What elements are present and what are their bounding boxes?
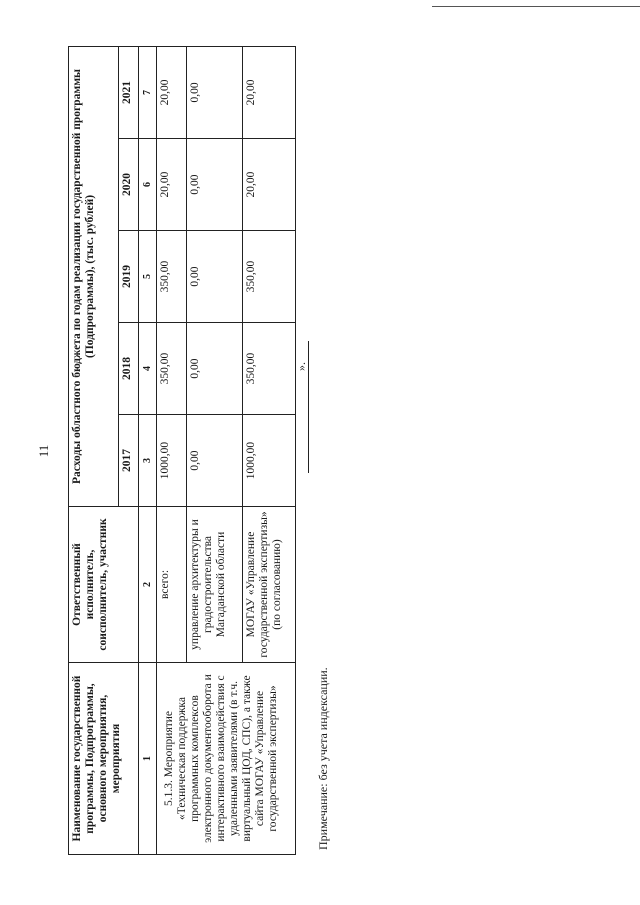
row-total-2021: 20,00 (157, 46, 187, 138)
col-number-1: 1 (139, 663, 157, 855)
header-name: Наименование государственной программы, Подпрограммы, основного мероприятия, мероприятия (69, 663, 139, 855)
row-mogau-2020: 20,00 (243, 139, 296, 231)
row-total-2019: 350,00 (157, 231, 187, 323)
col-number-3: 3 (139, 415, 157, 507)
row-dept-2017: 0,00 (187, 415, 243, 507)
row-dept-2018: 0,00 (187, 323, 243, 415)
row-dept-executor: управление архитектуры и градостроительства Магаданской области (187, 507, 243, 663)
header-executor: Ответственный исполнитель, соисполнитель, участник (69, 507, 139, 663)
row-total-2017: 1000,00 (157, 415, 187, 507)
row-mogau-2017: 1000,00 (243, 415, 296, 507)
measure-description: «Техническая поддержка программных комплексов электронного документооборота и интерактивного взаимодействия с удаленными заявителями (в т.ч. виртуальный ЦОД, СПС), а также сайта МОГАУ «Управление государственной экспертизы» (176, 674, 279, 843)
measure-title: 5.1.3. Мероприятие (163, 710, 175, 807)
closing-quote: ». (294, 362, 308, 371)
year-2018: 2018 (119, 323, 139, 415)
col-number-2: 2 (139, 507, 157, 663)
row-dept-2020: 0,00 (187, 139, 243, 231)
signature-line (308, 341, 309, 473)
row-total-executor: всего: (157, 507, 187, 663)
col-number-4: 4 (139, 323, 157, 415)
row-mogau-2019: 350,00 (243, 231, 296, 323)
page-number: 11 (36, 444, 51, 458)
measure-cell (157, 663, 296, 855)
header-expenses: Расходы областного бюджета по годам реализации государственной программы (Подпрограммы), (тыс. рублей) (69, 46, 119, 506)
row-dept-2019: 0,00 (187, 231, 243, 323)
col-number-5: 5 (139, 231, 157, 323)
col-number-6: 6 (139, 139, 157, 231)
footnote: Примечание: без учета индексации. (316, 667, 330, 850)
year-2020: 2020 (119, 139, 139, 231)
year-2017: 2017 (119, 415, 139, 507)
year-2019: 2019 (119, 231, 139, 323)
row-mogau-2018: 350,00 (243, 323, 296, 415)
row-total-2018: 350,00 (157, 323, 187, 415)
col-number-7: 7 (139, 46, 157, 138)
expenses-table (68, 46, 296, 855)
row-mogau-executor: МОГАУ «Управление государственной экспертизы» (по согласованию) (243, 507, 296, 663)
row-mogau-2021: 20,00 (243, 46, 296, 138)
year-2021: 2021 (119, 46, 139, 138)
row-dept-2021: 0,00 (187, 46, 243, 138)
table-row (157, 46, 187, 854)
row-total-2020: 20,00 (157, 139, 187, 231)
